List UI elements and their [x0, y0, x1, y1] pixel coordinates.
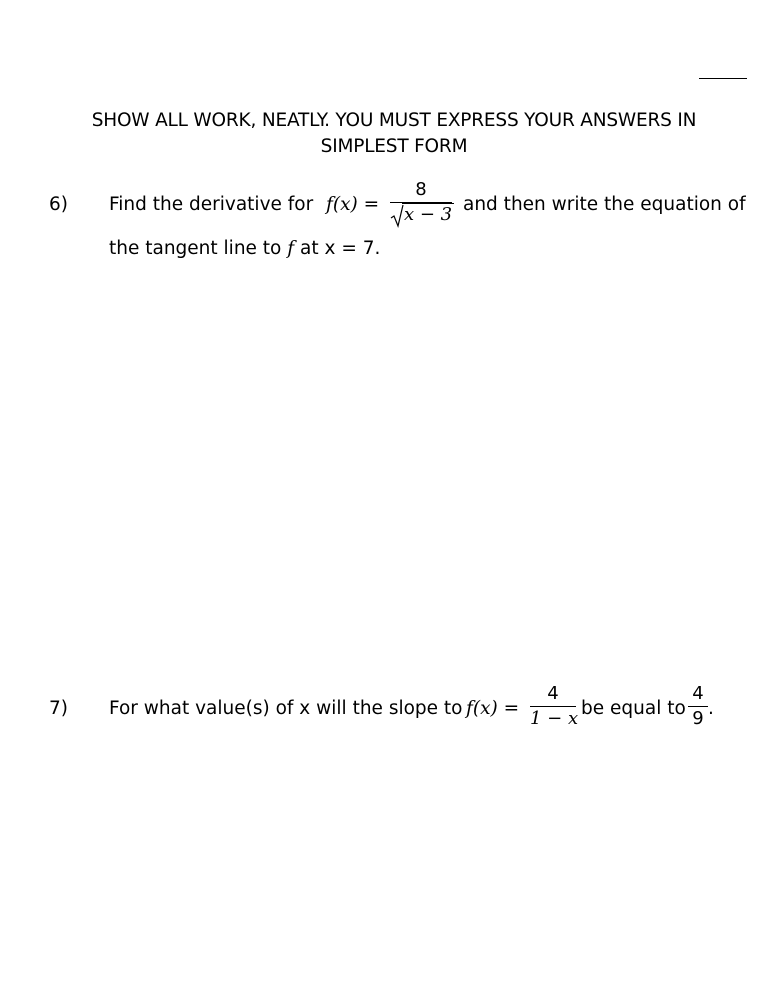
question-7-fraction — [530, 683, 579, 730]
question-6-fraction-numerator: 8 — [415, 179, 427, 200]
question-6-number: 6) — [49, 194, 68, 215]
square-root-icon — [390, 204, 404, 228]
instructions-line-2: SIMPLEST FORM — [320, 136, 468, 157]
question-6-line2-after: at x = 7. — [300, 238, 381, 259]
question-6-text-after: and then write the equation of — [463, 194, 746, 215]
question-6-function-lhs: f(x) = — [326, 194, 380, 215]
fraction-bar — [530, 706, 576, 707]
instructions — [40, 108, 748, 160]
question-6-line2-f: f — [287, 238, 295, 259]
question-7-text-middle: be equal to — [581, 698, 686, 719]
question-7-fraction-denominator: 1 − x — [530, 708, 579, 729]
question-7-value-denominator: 9 — [692, 708, 704, 729]
question-6-text-before: Find the derivative for — [109, 194, 314, 215]
question-6-fraction-denominator: x − 3 — [404, 204, 453, 225]
question-7-function-lhs: f(x) = — [466, 698, 520, 719]
question-7-fraction-numerator: 4 — [547, 683, 559, 704]
square-root — [390, 204, 454, 226]
instructions-line-1: SHOW ALL WORK, NEATLY. YOU MUST EXPRESS YOUR ANSWERS IN — [91, 110, 697, 131]
fraction-bar — [688, 706, 708, 707]
question-7-value-fraction — [688, 683, 708, 730]
question-7-value-numerator: 4 — [692, 683, 704, 704]
question-7-number: 7) — [49, 698, 68, 719]
question-6-line2 — [109, 237, 380, 261]
question-6-fraction — [390, 179, 452, 226]
question-7-text-before: For what value(s) of x will the slope to — [109, 698, 463, 719]
answer-blank-line — [699, 78, 747, 79]
question-7-text-end: . — [708, 698, 714, 719]
question-6-line2-before: the tangent line to — [109, 238, 282, 259]
